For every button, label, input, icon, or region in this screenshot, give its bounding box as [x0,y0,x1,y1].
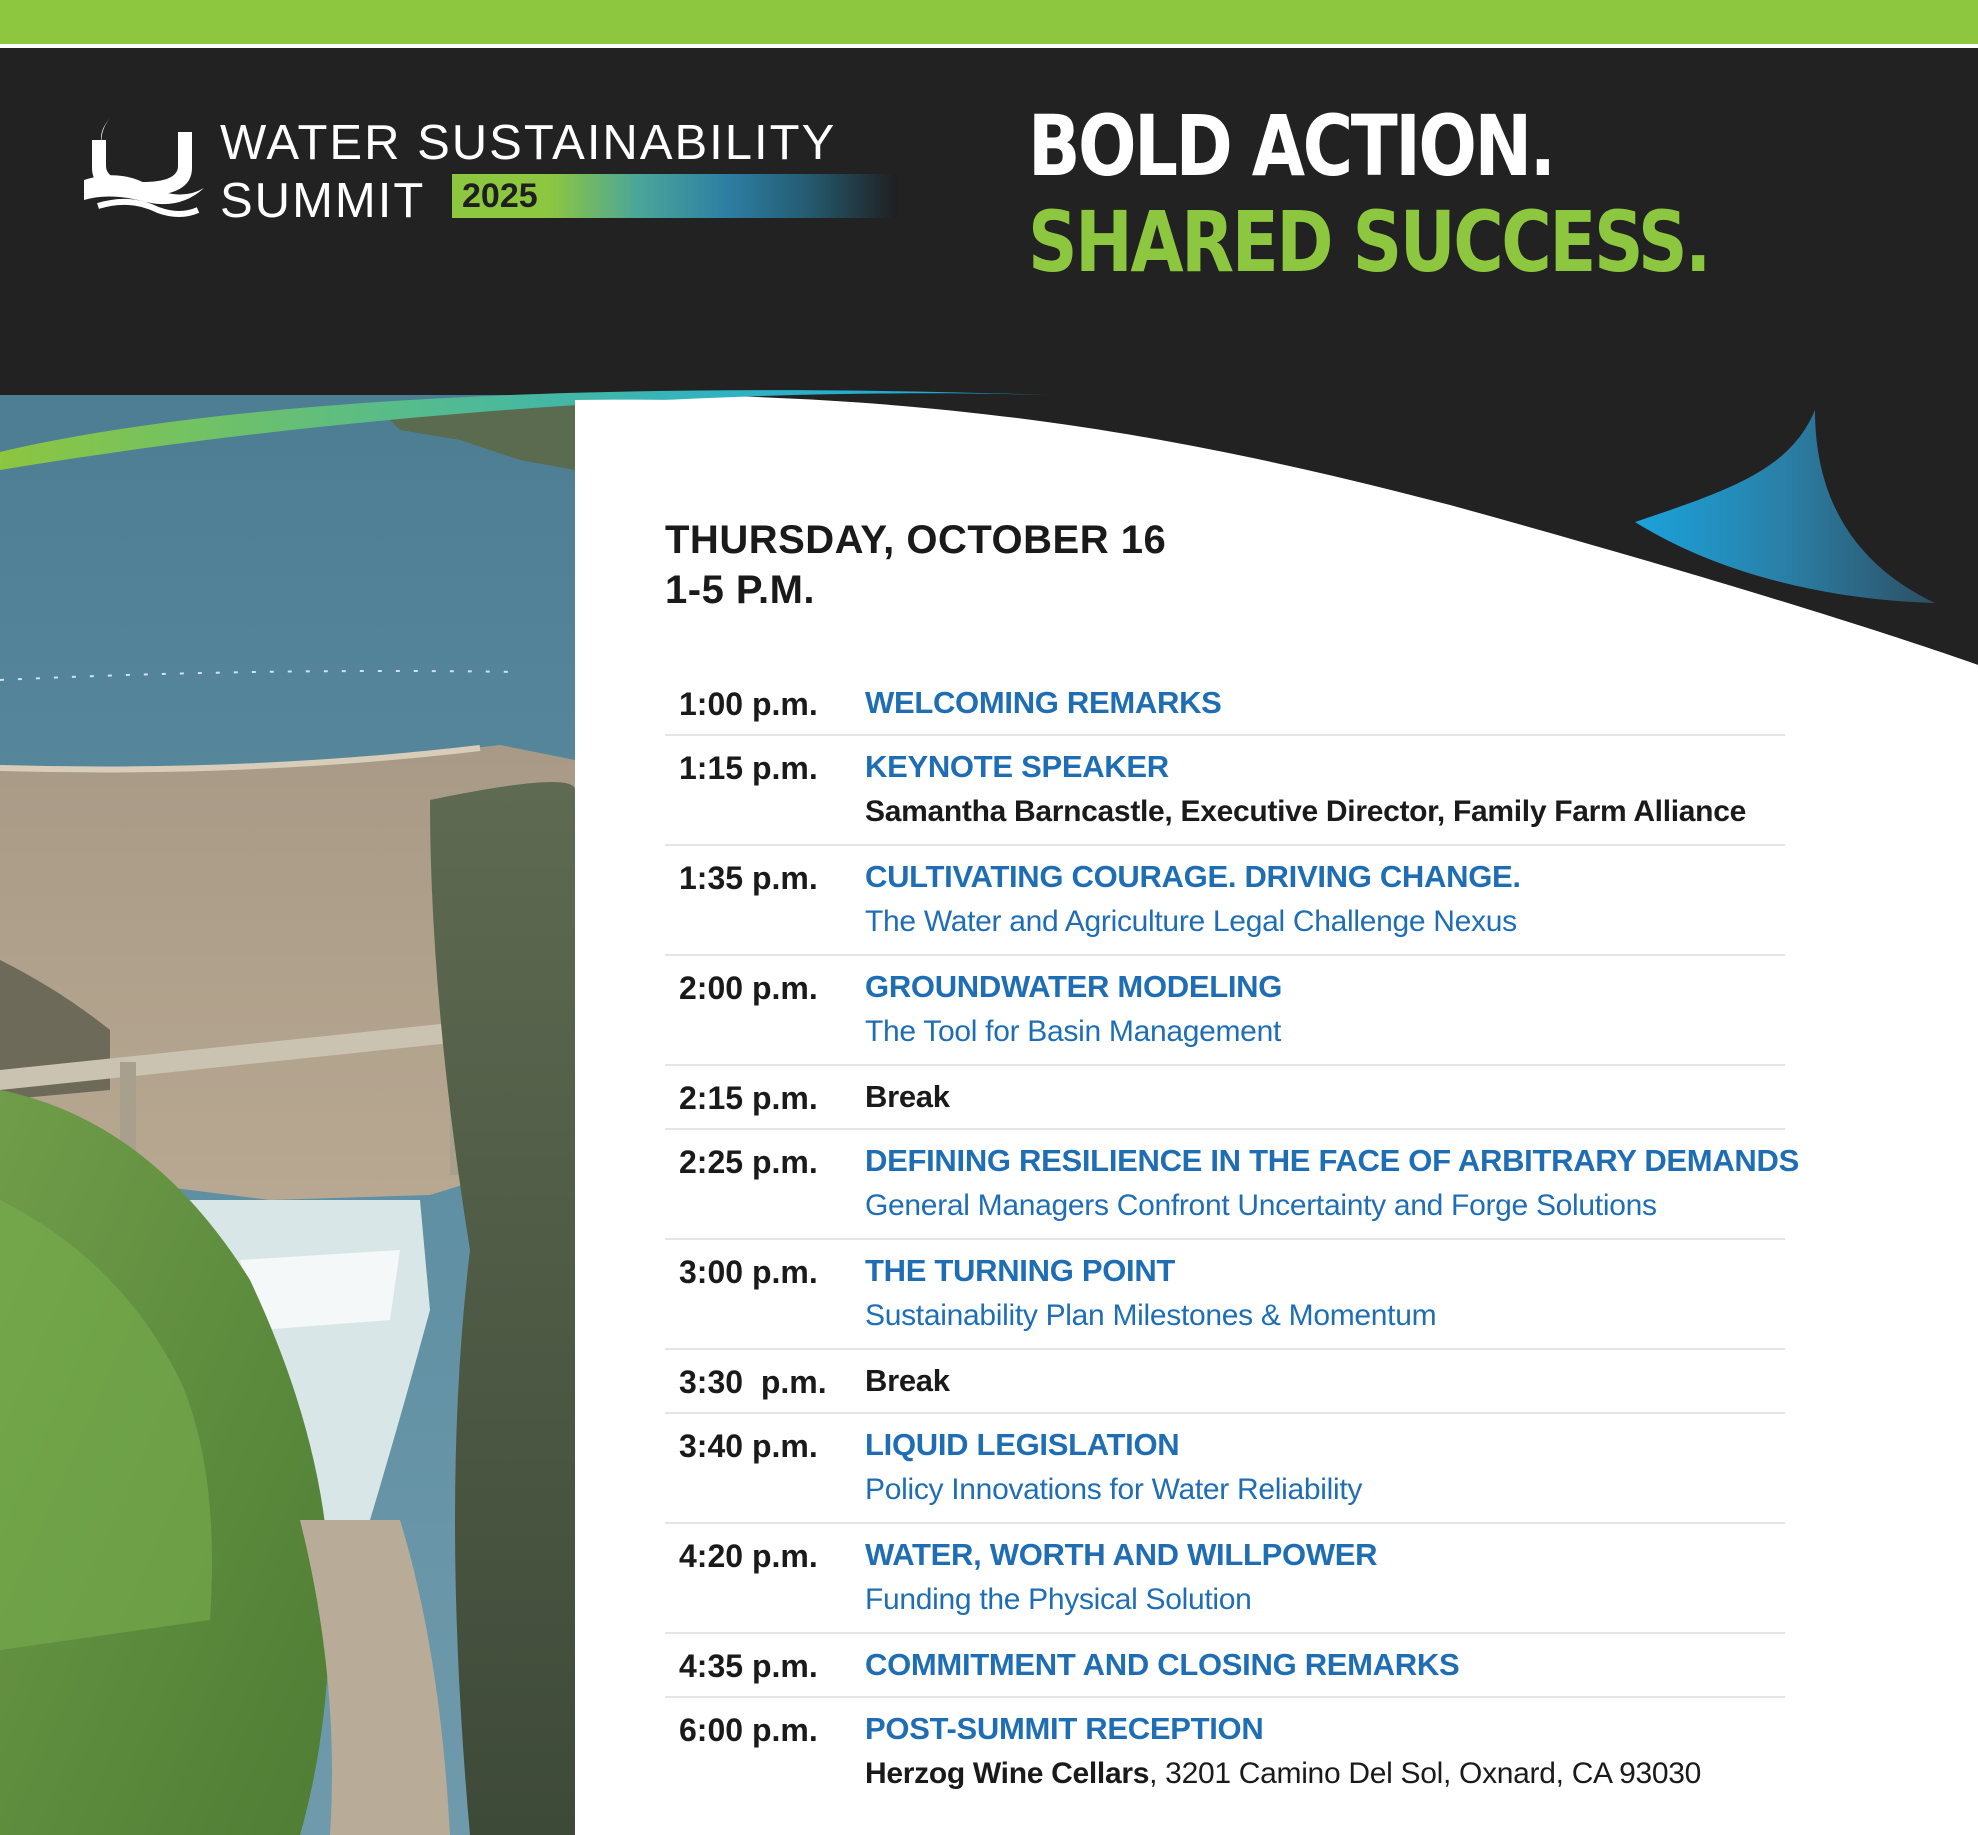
agenda-time: 2:00 p.m. [679,970,818,1006]
agenda-title: COMMITMENT AND CLOSING REMARKS [865,1647,1460,1682]
agenda-item [665,1634,1785,1698]
agenda-speaker: Samantha Barncastle, Executive Director, Family Farm Alliance [865,795,1746,828]
agenda-list [665,672,1799,1806]
agenda-time: 3:00 p.m. [679,1254,818,1290]
agenda-time: 1:35 p.m. [679,860,818,896]
agenda-item [665,1524,1785,1634]
agenda-title: POST-SUMMIT RECEPTION [865,1711,1264,1746]
headline-line2: SHARED SUCCESS. [1028,193,1709,291]
agenda-item [665,672,1785,736]
agenda-subtitle: The Water and Agriculture Legal Challenge Nexus [865,905,1517,938]
agenda-time: 4:20 p.m. [679,1538,818,1574]
agenda-time: 4:35 p.m. [679,1648,818,1684]
agenda-title: LIQUID LEGISLATION [865,1427,1180,1462]
agenda-title: CULTIVATING COURAGE. DRIVING CHANGE. [865,859,1521,894]
agenda-title: DEFINING RESILIENCE IN THE FACE OF ARBITRARY DEMANDS [865,1143,1799,1178]
headline-line1: BOLD ACTION. [1028,97,1554,195]
agenda-item [665,1240,1785,1350]
top-green-stripe [0,0,1978,44]
agenda-time: 6:00 p.m. [679,1712,818,1748]
agenda-title: THE TURNING POINT [865,1253,1176,1288]
event-day: THURSDAY, OCTOBER 16 [665,518,1167,562]
agenda-title: WATER, WORTH AND WILLPOWER [865,1537,1378,1572]
agenda-time: 2:25 p.m. [679,1144,818,1180]
event-date [665,515,1166,615]
agenda-time: 3:40 p.m. [679,1428,818,1464]
agenda-item [665,1350,1785,1414]
event-hours: 1-5 P.M. [665,568,815,612]
headline [1028,98,1928,290]
agenda-subtitle: Policy Innovations for Water Reliability [865,1473,1363,1506]
agenda-title: Break [865,1079,950,1114]
agenda-item [665,1698,1785,1806]
agenda-time: 1:00 p.m. [679,686,818,722]
agenda-subtitle: Sustainability Plan Milestones & Momentum [865,1299,1437,1332]
agenda-title: WELCOMING REMARKS [865,685,1222,720]
logo-title-line2: SUMMIT [220,174,426,228]
agenda-item [665,736,1785,846]
agenda-title: Break [865,1363,950,1398]
agenda-time: 2:15 p.m. [679,1080,818,1116]
agenda-time: 1:15 p.m. [679,750,818,786]
logo-year: 2025 [462,177,538,215]
venue-name: Herzog Wine Cellars [865,1757,1150,1790]
agenda-title: KEYNOTE SPEAKER [865,749,1169,784]
agenda-item [665,1130,1799,1240]
agenda-subtitle: The Tool for Basin Management [865,1015,1281,1048]
water-drop-wave-icon [80,110,206,220]
venue-address: , 3201 Camino Del Sol, Oxnard, CA 93030 [1149,1757,1702,1790]
agenda-subtitle: General Managers Confront Uncertainty and Forge Solutions [865,1189,1657,1222]
agenda-item [665,1066,1785,1130]
agenda-time: 3:30 p.m. [679,1364,827,1400]
agenda-venue [865,1751,1785,1797]
logo-title-line1: WATER SUSTAINABILITY [220,116,837,170]
agenda-item [665,1414,1785,1524]
summit-logo [80,115,900,235]
agenda-item [665,956,1785,1066]
agenda-item [665,846,1785,956]
agenda-subtitle: Funding the Physical Solution [865,1583,1252,1616]
agenda-title: GROUNDWATER MODELING [865,969,1283,1004]
